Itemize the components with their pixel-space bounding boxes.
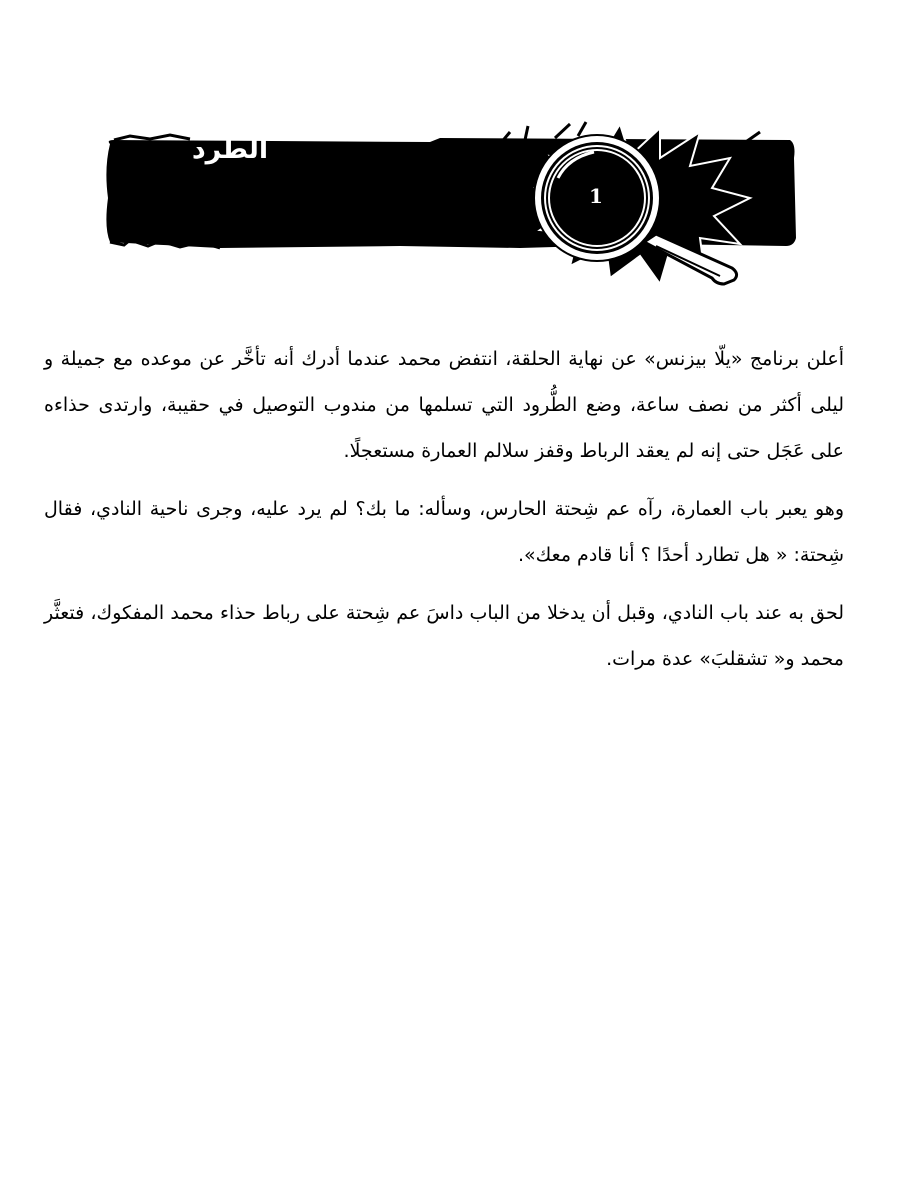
story-text [44, 336, 844, 694]
paragraph-1: أعلن برنامج «يلّا بيزنس» عن نهاية الحلقة، انتفض محمد عندما أدرك أنه تأخَّر عن موعده مع جميلة و ليلى أكثر من نصف ساعة، وضع الطُّرود التي تسلمها من مندوب التوصيل في حقيبة، وارتدى حذاءه على عَجَل حتى إنه لم يعقد الرباط وقفز سلالم العمارة مستعجلًا. [44, 348, 844, 462]
paragraph-2: وهو يعبر باب العمارة، رآه عم شِحتة الحارس، وسأله: ما بك؟ لم يرد عليه، وجرى ناحية النادي، فقال شِحتة: « هل تطارد أحدًا ؟ أنا قادم معك». [44, 498, 844, 566]
chapter-number: 1 [589, 184, 603, 208]
paragraph-3: لحق به عند باب النادي، وقبل أن يدخلا من الباب داسَ عم شِحتة على رباط حذاء محمد المفكوك، فتعثَّر محمد و« تشقلبَ» عدة مرات. [44, 602, 844, 670]
chapter-title: الطرد [191, 134, 269, 165]
